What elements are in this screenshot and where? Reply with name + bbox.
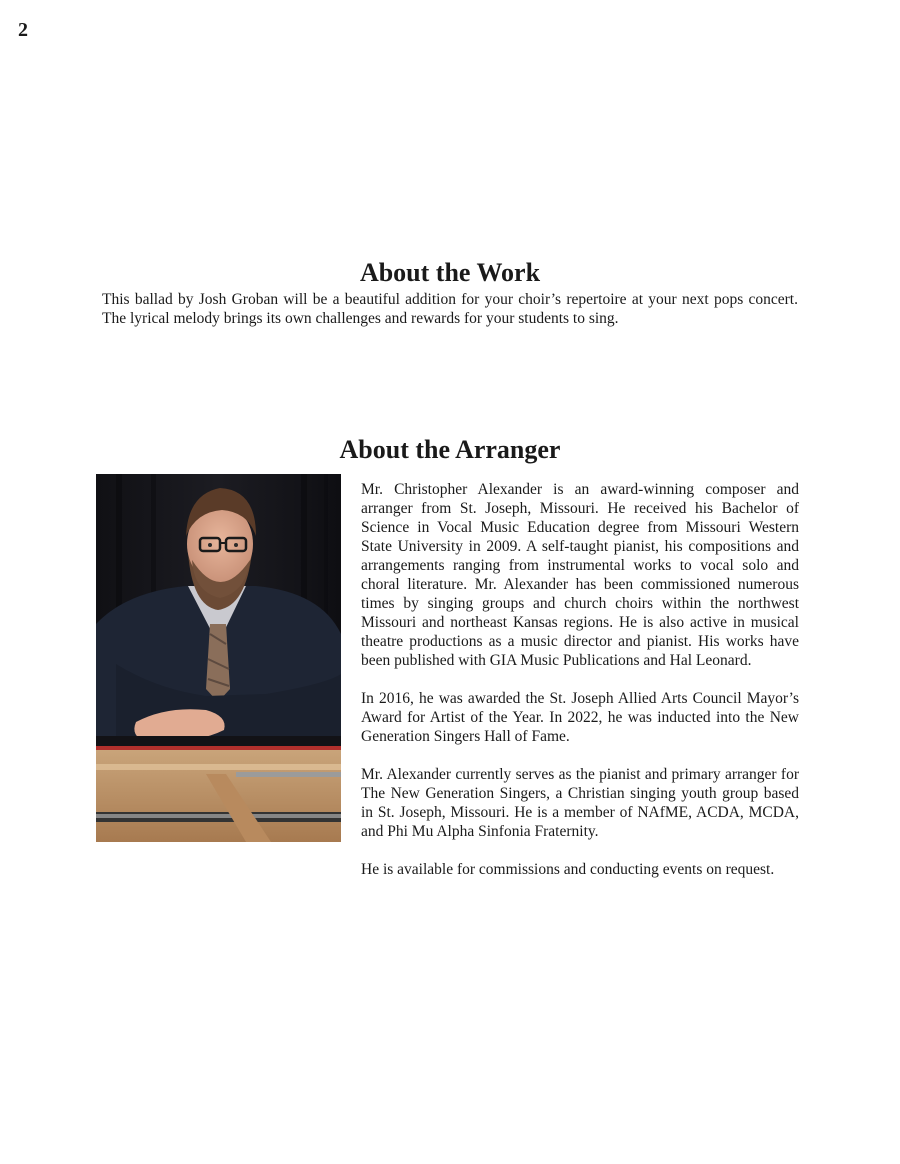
page-number: 2 bbox=[18, 19, 28, 41]
bio-paragraph: Mr. Alexander currently serves as the pianist and primary arranger for The New Generation Singers, a Christian singing youth group based in St. Joseph, Missouri. He is a member of NAfME, ACDA, MCDA, and Phi Mu Alpha Sinfonia Fraternity. bbox=[361, 766, 799, 840]
about-the-arranger-title: About the Arranger bbox=[339, 435, 561, 464]
bio-paragraph: He is available for commissions and conducting events on request. bbox=[361, 861, 775, 878]
bio-paragraph: Mr. Christopher Alexander is an award-winning composer and arranger from St. Joseph, Missouri. He received his Bachelor of Science in Vocal Music Education degree from Missouri Western State University in 2009. A self-taught pianist, his compositions and arrangements ranging from instrumental works to vocal solo and choral literature. Mr. Alexander has been commissioned numerous times by singing groups and church choirs within the northwest Missouri and northeast Kansas regions. He is also active in musical theatre productions as a music director and pianist. His works have been published with GIA Music Publications and Hal Leonard. bbox=[361, 481, 799, 669]
about-the-work-title: About the Work bbox=[359, 258, 541, 287]
bio-paragraph: In 2016, he was awarded the St. Joseph Allied Arts Council Mayor’s Award for Artist of the Year. In 2022, he was inducted into the New Generation Singers Hall of Fame. bbox=[361, 690, 799, 745]
arranger-bio bbox=[361, 480, 799, 898]
arranger-photo bbox=[96, 474, 341, 842]
about-the-work-text: This ballad by Josh Groban will be a beautiful addition for your choir’s repertoire at your next pops concert. The lyrical melody brings its own challenges and rewards for your students to sing. bbox=[102, 291, 798, 327]
